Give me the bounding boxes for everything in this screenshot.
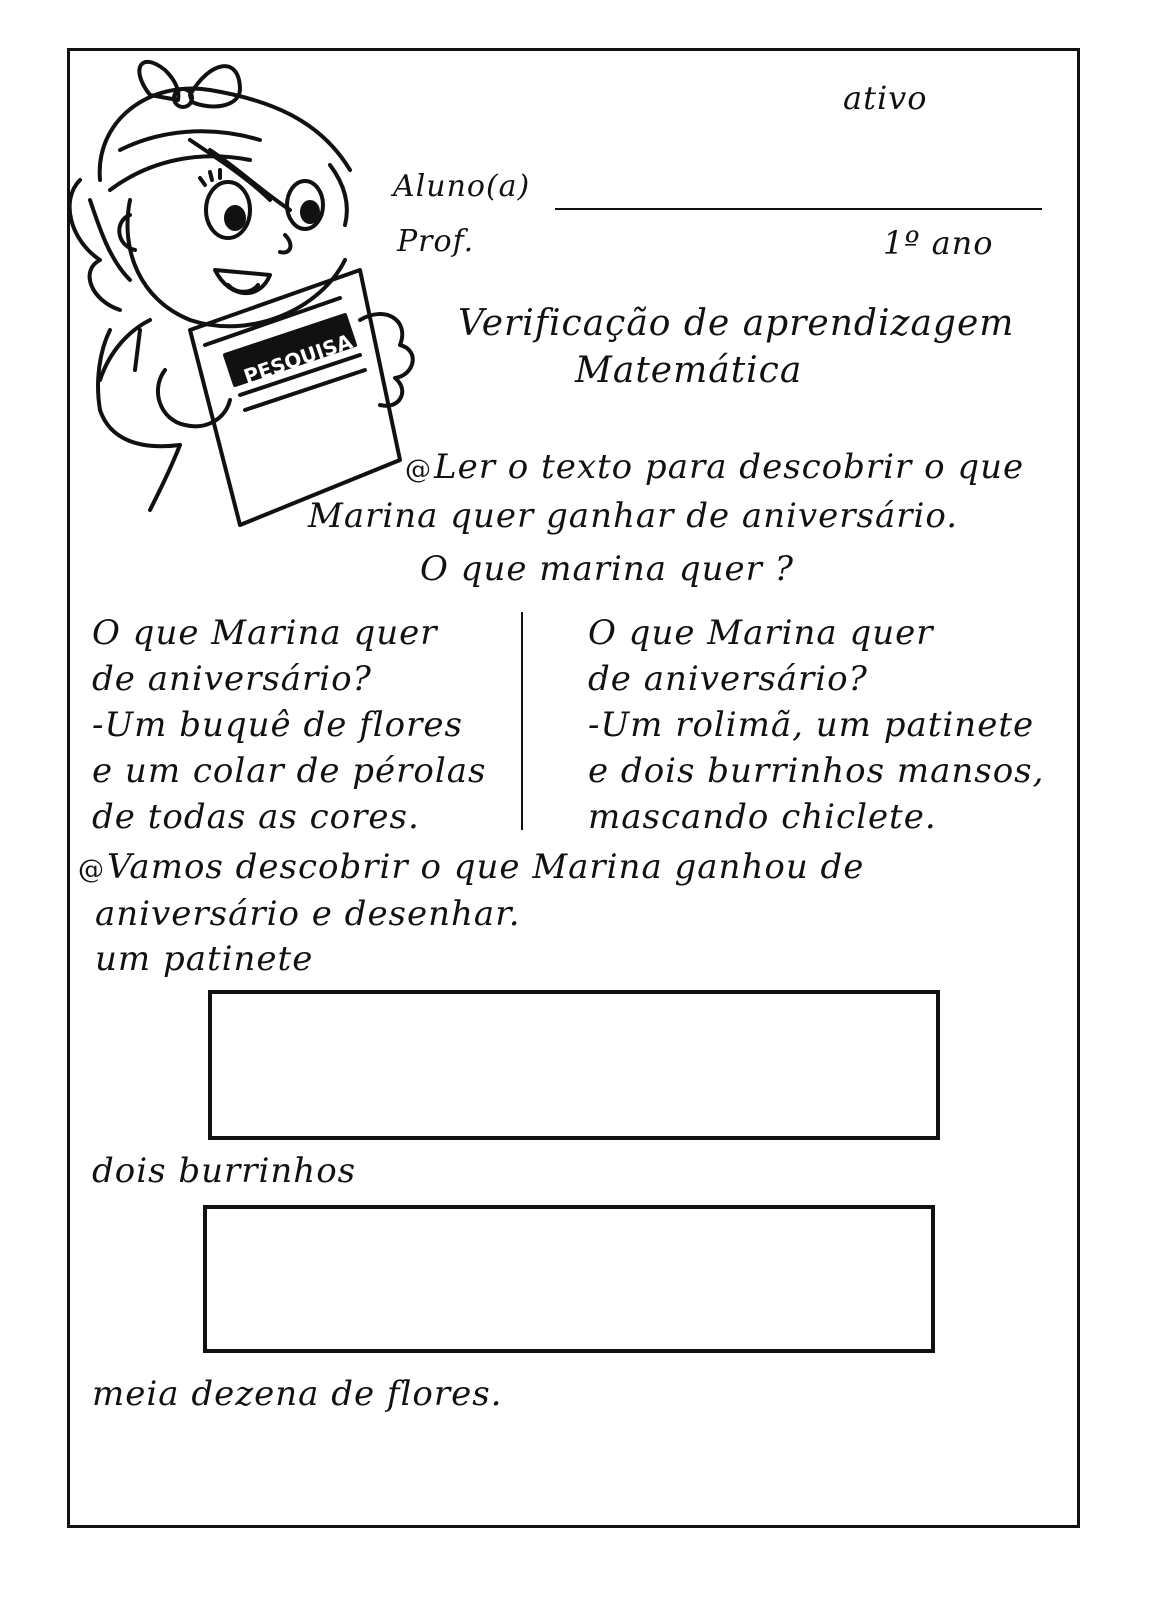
drawing-box-scooter[interactable] (208, 990, 940, 1140)
story-right-line3: -Um rolimã, um patinete (588, 705, 1035, 745)
page-title: Verificação de aprendizagem (458, 303, 1015, 344)
instruction-drawing-line2: aniversário e desenhar. (95, 894, 521, 934)
story-left-line3: -Um buquê de flores (92, 705, 463, 745)
task-label-donkeys: dois burrinhos (92, 1151, 357, 1191)
student-name-label: Aluno(a) (393, 169, 531, 204)
story-right-line1: O que Marina quer (588, 613, 934, 653)
task-label-flowers: meia dezena de flores. (92, 1374, 503, 1414)
task-label-scooter: um patinete (95, 939, 314, 979)
story-left-line2: de aniversário? (92, 659, 372, 699)
drawing-box-donkeys[interactable] (203, 1205, 935, 1353)
school-name-fragment: ativo (843, 79, 928, 117)
grade-label: 1º ano (883, 224, 994, 262)
instruction-reading (405, 448, 1024, 487)
bullet-icon: @ (405, 455, 432, 485)
story-left-line4: e um colar de pérolas (92, 751, 487, 791)
teacher-label: Prof. (397, 224, 475, 259)
student-name-line (555, 208, 1042, 210)
column-divider (521, 612, 523, 830)
instruction-drawing (78, 848, 864, 887)
instruction-drawing-line1: Vamos descobrir o que Marina ganhou de (107, 847, 865, 887)
girl-with-book-illustration (0, 0, 440, 540)
story-left-line5: de todas as cores. (92, 797, 420, 837)
story-right-line2: de aniversário? (588, 659, 868, 699)
instruction-reading-line2: Marina quer ganhar de aniversário. (308, 496, 959, 536)
bullet-icon: @ (78, 855, 105, 885)
story-right-line4: e dois burrinhos mansos, (588, 751, 1045, 791)
instruction-reading-line1: Ler o texto para descobrir o que (434, 447, 1025, 487)
story-left-line1: O que Marina quer (92, 613, 438, 653)
story-title: O que marina quer ? (420, 549, 794, 589)
story-right-line5: mascando chiclete. (588, 797, 937, 837)
book-label-text: PESQUISA (240, 329, 356, 389)
page-subtitle: Matemática (575, 350, 803, 391)
